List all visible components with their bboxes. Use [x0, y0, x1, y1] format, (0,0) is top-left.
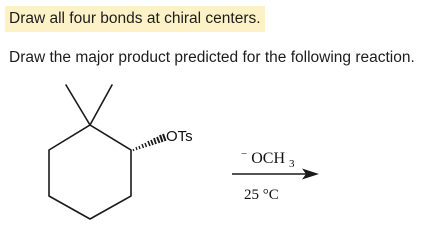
reaction-arrow [232, 169, 319, 180]
hashed-wedge-bond [133, 134, 166, 151]
methyl-bond-right [90, 85, 112, 125]
reagent-subscript: 3 [289, 158, 295, 170]
reagent-charge: − [241, 148, 248, 160]
arrow-head [302, 169, 319, 180]
leaving-group-label: OTs [166, 128, 193, 145]
question-text: Draw the major product predicted for the following reaction. [9, 49, 415, 66]
instruction-banner: Draw all four bonds at chiral centers. [5, 6, 265, 32]
condition-label: 25 °C [244, 187, 279, 203]
reagent-label [241, 144, 295, 170]
methyl-bond-left [66, 85, 90, 125]
cyclohexane-ring [49, 125, 131, 219]
reagent-formula: OCH [251, 150, 285, 167]
substrate-structure [49, 85, 131, 219]
